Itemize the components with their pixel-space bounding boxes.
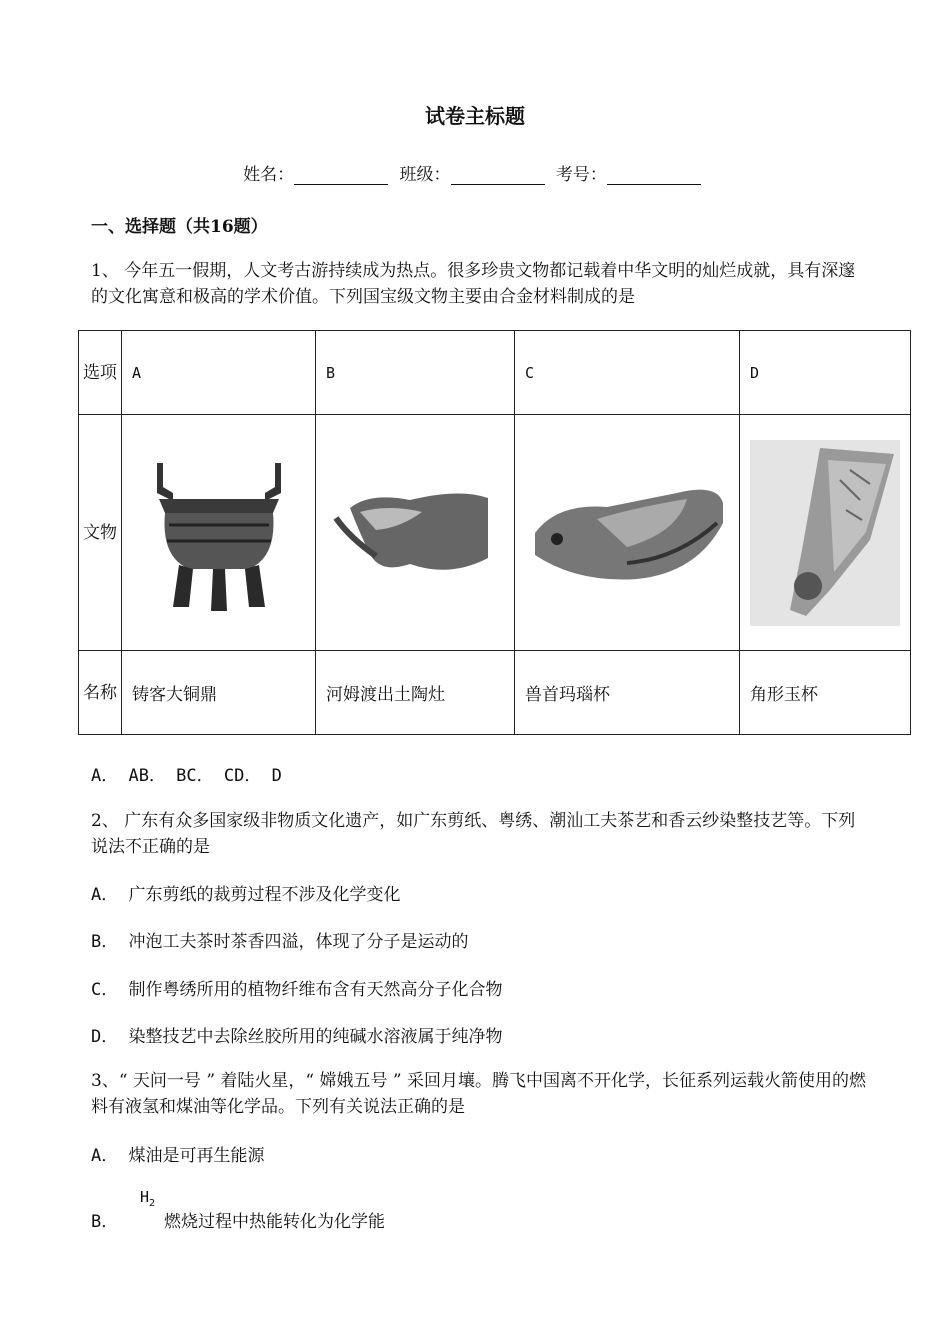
option-text: 广东剪纸的裁剪过程不涉及化学变化: [128, 885, 401, 905]
number-field[interactable]: [607, 166, 701, 185]
option-text: 煤油是可再生能源: [128, 1146, 265, 1166]
column-letter-b: B: [316, 331, 515, 415]
option-letter: C．: [91, 980, 119, 1000]
artifact-name-a: 铸客大铜鼎: [122, 651, 316, 735]
pottery-stove-image: [316, 415, 515, 651]
question-2-text: 2、 广东有众多国家级非物质文化遗产，如广东剪纸、粤绣、潮汕工夫茶艺和香云纱染整技艺等。下列说法不正确的是: [91, 811, 856, 857]
artifact-table: [78, 330, 911, 735]
jade-horn-cup-image: [740, 415, 911, 651]
option-text: 染整技艺中去除丝胶所用的纯碱水溶液属于纯净物: [128, 1027, 503, 1047]
number-label: 考号：: [555, 165, 607, 185]
hydrogen-formula: $H_2$: [140, 1188, 156, 1209]
bronze-ding-image: [122, 415, 316, 651]
agate-cup-image: [515, 415, 740, 651]
row-label-artifact: 文物: [79, 415, 122, 651]
question-1-text: 1、 今年五一假期，人文考古游持续成为热点。很多珍贵文物都记载着中华文明的灿烂成就，具有深邃的文化寓意和极高的学术价值。下列国宝级文物主要由合金材料制成的是: [91, 261, 856, 307]
option-letter: A．: [91, 1146, 119, 1166]
class-field[interactable]: [451, 166, 545, 185]
option-text: 制作粤绣所用的植物纤维布含有天然高分子化合物: [128, 980, 503, 1000]
option-letter: D．: [91, 1027, 119, 1047]
row-label-option: 选项: [79, 331, 122, 415]
question-3-option-a: [91, 1141, 265, 1166]
class-label: 班级：: [399, 165, 451, 185]
section-heading: 一、选择题（共16题）: [91, 217, 268, 237]
question-2-option-b: [91, 927, 469, 952]
question-2-option-c: [91, 975, 503, 1000]
question-3-option-b-letter: B．: [91, 1212, 119, 1232]
column-letter-a: A: [122, 331, 316, 415]
question-2-option-a: [91, 880, 401, 905]
option-text: 冲泡工夫茶时茶香四溢，体现了分子是运动的: [128, 932, 469, 952]
column-letter-c: C: [515, 331, 740, 415]
name-field[interactable]: [294, 166, 388, 185]
student-info-line: [0, 160, 950, 185]
column-letter-d: D: [740, 331, 911, 415]
name-label: 姓名：: [243, 165, 295, 185]
question-2-option-d: [91, 1022, 503, 1047]
row-label-name: 名称: [79, 651, 122, 735]
option-letter: A．: [91, 885, 119, 905]
artifact-name-c: 兽首玛瑙杯: [515, 651, 740, 735]
question-3-text: 3、“ 天问一号 ” 着陆火星，“ 嫦娥五号 ” 采回月壤。腾飞中国离不开化学，长征系列运载火箭使用的燃料有液氢和煤油等化学品。下列有关说法正确的是: [91, 1071, 867, 1117]
question-3-option-b-text: 燃烧过程中热能转化为化学能: [164, 1212, 385, 1232]
page-title: 试卷主标题: [425, 104, 525, 128]
option-letter: B．: [91, 932, 119, 952]
question-1-options: A． AB． BC． CD． D: [91, 766, 282, 786]
artifact-name-d: 角形玉杯: [740, 651, 911, 735]
artifact-name-b: 河姆渡出土陶灶: [316, 651, 515, 735]
